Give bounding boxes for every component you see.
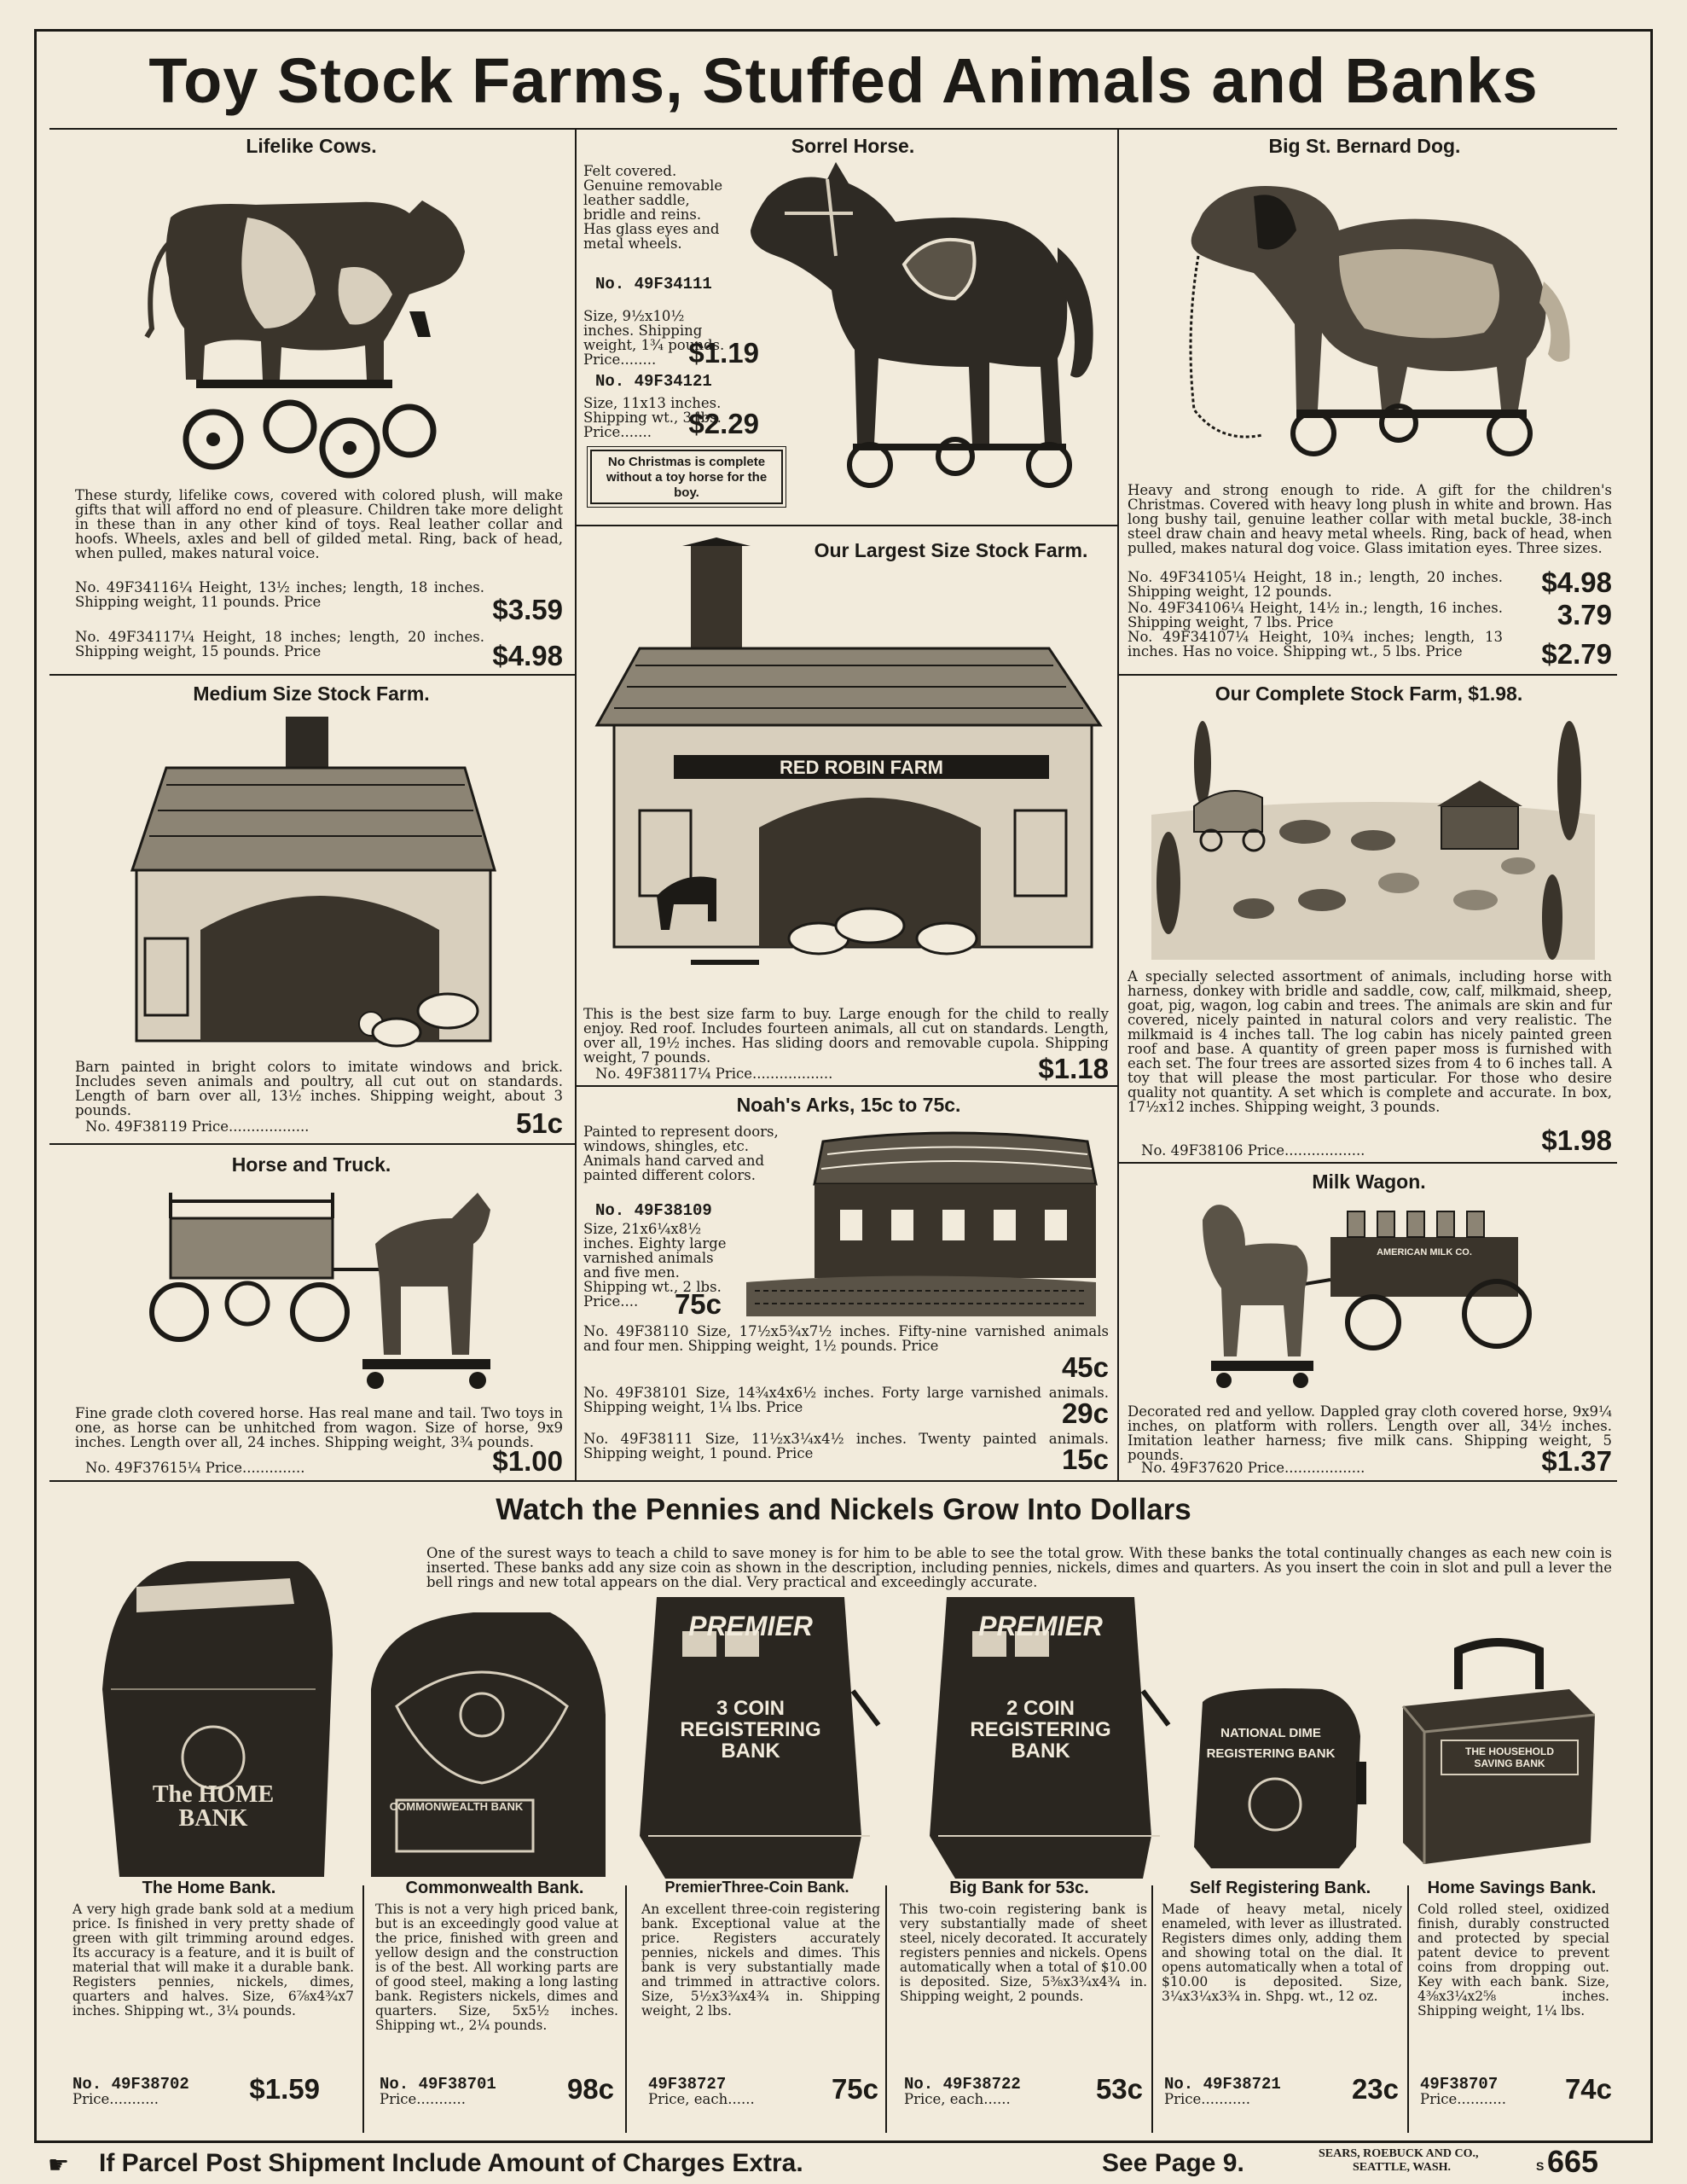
home-savings-bank-cat: 49F38707	[1420, 2075, 1499, 2094]
bank-divider-0	[362, 1885, 364, 2133]
noahs-arks-description: Painted to represent doors, windows, shingles, etc. Animals hand carved and painted different colors.	[583, 1124, 779, 1183]
largest-farm-line: No. 49F38117¼ Price..................	[595, 1066, 833, 1082]
horse-christmas-note: No Christmas is complete without a toy horse for the boy.	[590, 450, 783, 504]
milk-wagon-line: No. 49F37620 Price..................	[1141, 1460, 1365, 1476]
national-dime-bank-illustration	[1186, 1685, 1373, 1868]
self-registering-bank-price-label: Price...........	[1164, 2091, 1250, 2107]
noahs-arks-price-4: 15c	[1061, 1443, 1109, 1475]
complete-farm-description: A specially selected assortment of animals, including horse with harness, donkey with bridle and saddle, cow, calf, milkmaid, sheep, goat, pig, wagon, log cabin and trees. The animals are skin and fur covered, nicely painted in natural colors and very realistic. The milkmaid is 4 inches tall. The log cabin has nicely painted green roof and base. A quantity of green paper moss is furnished with each set. The four trees are assorted sizes from 4 to 6 inches tall. A toy that will please the most particular. For those who desire quality not quantity. A set which is complete and accurate. In box, 17½x12 inches. Shipping weight, 3 pounds.	[1128, 968, 1612, 1115]
commonwealth-bank-cat: No. 49F38701	[380, 2075, 496, 2094]
horse-cat-1: No. 49F34111	[595, 275, 712, 293]
premier-three-coin-price-label: Price, each......	[648, 2091, 755, 2107]
medium-farm-description: Barn painted in bright colors to imitate windows and brick. Includes seven animals and poultry, all cut out on standards. Length of barn over all, 13½ inches. Shipping weight, about 3 pounds.	[75, 1059, 563, 1118]
dog-line-1: No. 49F34105¼ Height, 18 in.; length, 20 inches. Shipping weight, 12 pounds.	[1128, 569, 1503, 600]
commonwealth-bank-price: 98c	[566, 2073, 614, 2105]
bank-divider-4	[1407, 1885, 1409, 2133]
cows-line-1: No. 49F34116¼ Height, 13½ inches; length, 18 inches. Shipping weight, 11 pounds. Price	[75, 579, 484, 610]
big-bank-heading: Big Bank for 53c.	[949, 1879, 1089, 1897]
self-registering-bank-heading: Self Registering Bank.	[1189, 1879, 1371, 1897]
medium-farm-heading: Medium Size Stock Farm.	[193, 682, 430, 705]
premier-three-coin-face-title: PREMIER	[688, 1611, 813, 1641]
red-robin-farm-sign: RED ROBIN FARM	[780, 757, 943, 778]
horse-truck-price: $1.00	[492, 1445, 563, 1477]
noahs-arks-cat-1: No. 49F38109	[595, 1201, 712, 1220]
page-mark: S	[1536, 2159, 1545, 2173]
commonwealth-bank-illustration	[362, 1604, 610, 1877]
horse-line-1: Size, 9½x10½ inches. Shipping weight, 1¾ pounds. Price........	[583, 308, 725, 368]
horse-cat-2: No. 49F34121	[595, 372, 712, 391]
home-savings-bank-price: 74c	[1564, 2073, 1612, 2105]
medium-farm-illustration	[115, 717, 516, 1058]
self-registering-bank-description: Made of heavy metal, nicely enameled, with lever as illustrated. Registers dimes only, adding them and showing total on the dial. It opens automatically when a total of $10.00 is deposited. Size, 3¼x3¼x3¾ in. Shpg. wt., 12 oz.	[1162, 1902, 1402, 2004]
complete-farm-illustration	[1151, 712, 1595, 960]
household-saving-bank-face: THE HOUSEHOLD SAVING BANK	[1464, 1745, 1554, 1769]
self-registering-bank-price: 23c	[1351, 2073, 1399, 2105]
dog-price-2: 3.79	[1557, 599, 1612, 630]
horse-line-2: Size, 11x13 inches. Shipping wt., 3 lbs. Price.......	[583, 395, 722, 440]
premier-three-coin-cat: 49F38727	[648, 2075, 727, 2094]
noahs-arks-line-4: No. 49F38111 Size, 11½x3¼x4½ inches. Twenty painted animals. Shipping weight, 1 pound. Price	[583, 1431, 1109, 1461]
company-line-2: SEATTLE, WASH.	[1353, 2161, 1452, 2174]
dog-price-3: $2.79	[1541, 638, 1612, 670]
noahs-arks-price-2: 45c	[1061, 1351, 1109, 1383]
cows-description: These sturdy, lifelike cows, covered with colored plush, will make gifts that will afford no end of pleasure. Children take more delight in these than in any other kind of toys. Real leather collar and hoofs. Wheels, axles and bell of gilded metal. Ring, back of head, when pulled, makes natural voice.	[75, 487, 563, 561]
see-page-note: See Page 9.	[1102, 2149, 1244, 2177]
dog-divider	[1119, 674, 1617, 676]
medium-farm-divider	[49, 1143, 575, 1145]
dog-description: Heavy and strong enough to ride. A gift for the children's Christmas. Covered with heavy long plush in white and brown. Has long bushy tail, genuine leather collar with metal buckle, 38-inch steel draw chain and heavy metal wheels. Ring, back of head, when pulled, makes natural dog voice. Glass imitation eyes. Three sizes.	[1128, 482, 1612, 556]
st-bernard-illustration	[1168, 162, 1578, 482]
company-line-1: SEARS, ROEBUCK AND CO.,	[1319, 2147, 1479, 2160]
horse-heading: Sorrel Horse.	[791, 135, 915, 157]
home-savings-bank-description: Cold rolled steel, oxidized finish, durably constructed and protected by special patent device to prevent coins from dropping out. Key with each bank. Size, 4⅜x3¼x2⅝ inches. Shipping weight, 1¼ lbs.	[1417, 1902, 1609, 2018]
dog-line-3: No. 49F34107¼ Height, 10¾ inches; length, 13 inches. Has no voice. Shipping wt., 5 lbs. Price	[1128, 629, 1503, 659]
largest-farm-description: This is the best size farm to buy. Large enough for the child to really enjoy. Red roof. Includes fourteen animals, all cut on standards. Length, over all, 19½ inches. Has sliding doors and removable cupola. Shipping weight, 7 pounds.	[583, 1006, 1109, 1066]
cows-price-1: $3.59	[492, 594, 563, 625]
horse-truck-line: No. 49F37615¼ Price..............	[85, 1460, 305, 1476]
noahs-arks-heading: Noah's Arks, 15c to 75c.	[736, 1094, 961, 1116]
milk-wagon-illustration	[1194, 1194, 1552, 1399]
medium-farm-line: No. 49F38119 Price..................	[85, 1118, 310, 1135]
home-savings-bank-price-label: Price...........	[1420, 2091, 1506, 2107]
commonwealth-bank-description: This is not a very high priced bank, but is an exceedingly good value at the price, finished with green and yellow design and the construction is of the best. All working parts are of good steel, making a long lasting bank. Registers nickels, dimes and quarters. Size, 5x5½ inches. Shipping wt., 2¼ pounds.	[375, 1902, 618, 2033]
pointing-hand-icon: ☛	[48, 2152, 70, 2178]
home-bank-description: A very high grade bank sold at a medium price. Is finished in very pretty shade of green with gilt trimming around edges. Its accuracy is a feature, and it is built of material that will make it a durable bank. Registers pennies, nickels, dimes, quarters and halves. Size, 6⅞x4¾x7 inches. Shipping wt., 3¼ pounds.	[72, 1902, 354, 2018]
home-bank-price-label: Price...........	[72, 2091, 159, 2107]
big-bank-price: 53c	[1095, 2073, 1143, 2105]
page-title: Toy Stock Farms, Stuffed Animals and Banks	[148, 45, 1539, 116]
parcel-post-notice: If Parcel Post Shipment Include Amount of Charges Extra.	[99, 2149, 803, 2177]
horse-divider	[577, 525, 1117, 526]
page-footer	[48, 2144, 1651, 2181]
noahs-arks-line-2: No. 49F38110 Size, 17½x5¾x7½ inches. Fifty-nine varnished animals and four men. Shipping weight, 1½ pounds. Price	[583, 1323, 1109, 1354]
dog-heading: Big St. Bernard Dog.	[1268, 135, 1461, 157]
national-dime-bank-face: NATIONAL DIME REGISTERING BANK	[1206, 1726, 1336, 1761]
title-rule	[49, 128, 1617, 130]
horse-truck-heading: Horse and Truck.	[231, 1153, 391, 1176]
dog-line-2: No. 49F34106¼ Height, 14½ in.; length, 16 inches. Shipping weight, 7 lbs. Price	[1128, 600, 1503, 630]
big-bank-price-label: Price, each......	[904, 2091, 1011, 2107]
big-bank-description: This two-coin registering bank is very substantially made of sheet steel, nicely decorated. It accurately registers pennies and nickels. Opens automatically when a total of $10.00 is deposited. Size, 5⅜x3¾x4¾ in. Shipping weight, 2 pounds.	[900, 1902, 1147, 2004]
american-milk-sign: AMERICAN MILK CO.	[1377, 1247, 1472, 1258]
largest-farm-divider	[577, 1085, 1117, 1087]
noahs-arks-line-1: Size, 21x6¼x8½ inches. Eighty large varnished animals and five men. Shipping wt., 2 lbs. Price....	[583, 1221, 727, 1310]
premier-two-coin-face-title: PREMIER	[978, 1611, 1103, 1641]
sorrel-horse-illustration	[733, 162, 1109, 503]
premier-three-coin-description: An excellent three-coin registering bank. Exceptional value at the price. Registers accurately pennies, nickels and dimes. This bank is very substantially made and trimmed in attractive colors. Size, 5½x3¾x4¾ in. Shipping weight, 2 lbs.	[641, 1902, 880, 2018]
horse-price-1: $1.19	[688, 337, 759, 369]
cows-line-2: No. 49F34117¼ Height, 18 inches; length, 20 inches. Shipping weight, 15 pounds. Price	[75, 629, 484, 659]
cows-price-2: $4.98	[492, 640, 563, 671]
complete-farm-price: $1.98	[1541, 1124, 1612, 1156]
column-divider-right	[1117, 130, 1119, 1480]
column-divider-left	[575, 130, 577, 1480]
largest-farm-price: $1.18	[1038, 1053, 1109, 1084]
cow-illustration	[136, 166, 503, 486]
premier-three-coin-face-sub: 3 COIN REGISTERING BANK	[680, 1697, 821, 1763]
premier-three-coin-price: 75c	[831, 2073, 878, 2105]
cows-divider	[49, 674, 575, 676]
medium-farm-price: 51c	[515, 1107, 563, 1139]
home-savings-bank-heading: Home Savings Bank.	[1427, 1879, 1597, 1897]
dog-price-1: $4.98	[1541, 566, 1612, 598]
bank-divider-2	[885, 1885, 887, 2133]
commonwealth-bank-heading: Commonwealth Bank.	[405, 1879, 584, 1897]
noahs-arks-price-3: 29c	[1061, 1397, 1109, 1429]
bank-divider-1	[625, 1885, 627, 2133]
milk-wagon-description: Decorated red and yellow. Dappled gray cloth covered horse, 9x9¼ inches, on platform with rollers. Length over all, 34½ inches. Imitation leather harness; five milk cans. Shipping weight, 5 pounds.	[1128, 1403, 1612, 1463]
commonwealth-bank-face: COMMONWEALTH BANK	[389, 1800, 524, 1813]
complete-farm-divider	[1119, 1162, 1617, 1164]
page-number: 665	[1547, 2144, 1599, 2179]
bank-divider-3	[1151, 1885, 1153, 2133]
complete-farm-line: No. 49F38106 Price..................	[1141, 1142, 1365, 1159]
complete-farm-heading: Our Complete Stock Farm, $1.98.	[1215, 682, 1523, 705]
home-bank-face: The HOME BANK	[152, 1781, 275, 1832]
home-bank-cat: No. 49F38702	[72, 2075, 189, 2094]
noahs-arks-price-1: 75c	[674, 1288, 722, 1320]
horse-truck-description: Fine grade cloth covered horse. Has real mane and tail. Two toys in one, as horse can be unhitched from wagon. Size of horse, 9x9 inches. Length over all, 24 inches. Shipping weight, 3¾ pounds.	[75, 1405, 563, 1450]
premier-two-coin-face-sub: 2 COIN REGISTERING BANK	[970, 1697, 1111, 1763]
section-rule	[49, 1480, 1617, 1482]
horse-truck-illustration	[145, 1184, 503, 1406]
big-bank-cat: No. 49F38722	[904, 2075, 1021, 2094]
horse-description: Felt covered. Genuine removable leather saddle, bridle and reins. Has glass eyes and metal wheels.	[583, 163, 723, 252]
commonwealth-bank-price-label: Price...........	[380, 2091, 466, 2107]
milk-wagon-heading: Milk Wagon.	[1312, 1170, 1426, 1193]
self-registering-bank-cat: No. 49F38721	[1164, 2075, 1281, 2094]
banks-heading: Watch the Pennies and Nickels Grow Into Dollars	[496, 1493, 1191, 1526]
milk-wagon-price: $1.37	[1541, 1445, 1612, 1477]
largest-farm-heading: Our Largest Size Stock Farm.	[814, 539, 1088, 561]
home-bank-price: $1.59	[249, 2073, 320, 2105]
horse-price-2: $2.29	[688, 408, 759, 439]
premier-three-coin-heading: PremierThree-Coin Bank.	[664, 1879, 849, 1896]
banks-intro: One of the surest ways to teach a child to save money is for him to be able to see the total grow. With these banks the total continually changes as each new coin is inserted. These banks add any size coin as shown in the description, including pennies, nickels, dimes and quarters. As you insert the coin in slot and pull a lever the bell rings and new total appears on the dial. Very practical and exceedingly accurate.	[426, 1545, 1612, 1590]
noahs-arks-line-3: No. 49F38101 Size, 14¾x4x6½ inches. Forty large varnished animals. Shipping weight, 1¼ lbs. Price	[583, 1385, 1109, 1415]
noahs-ark-illustration	[746, 1124, 1113, 1329]
home-bank-heading: The Home Bank.	[142, 1879, 276, 1897]
cows-heading: Lifelike Cows.	[246, 135, 377, 157]
